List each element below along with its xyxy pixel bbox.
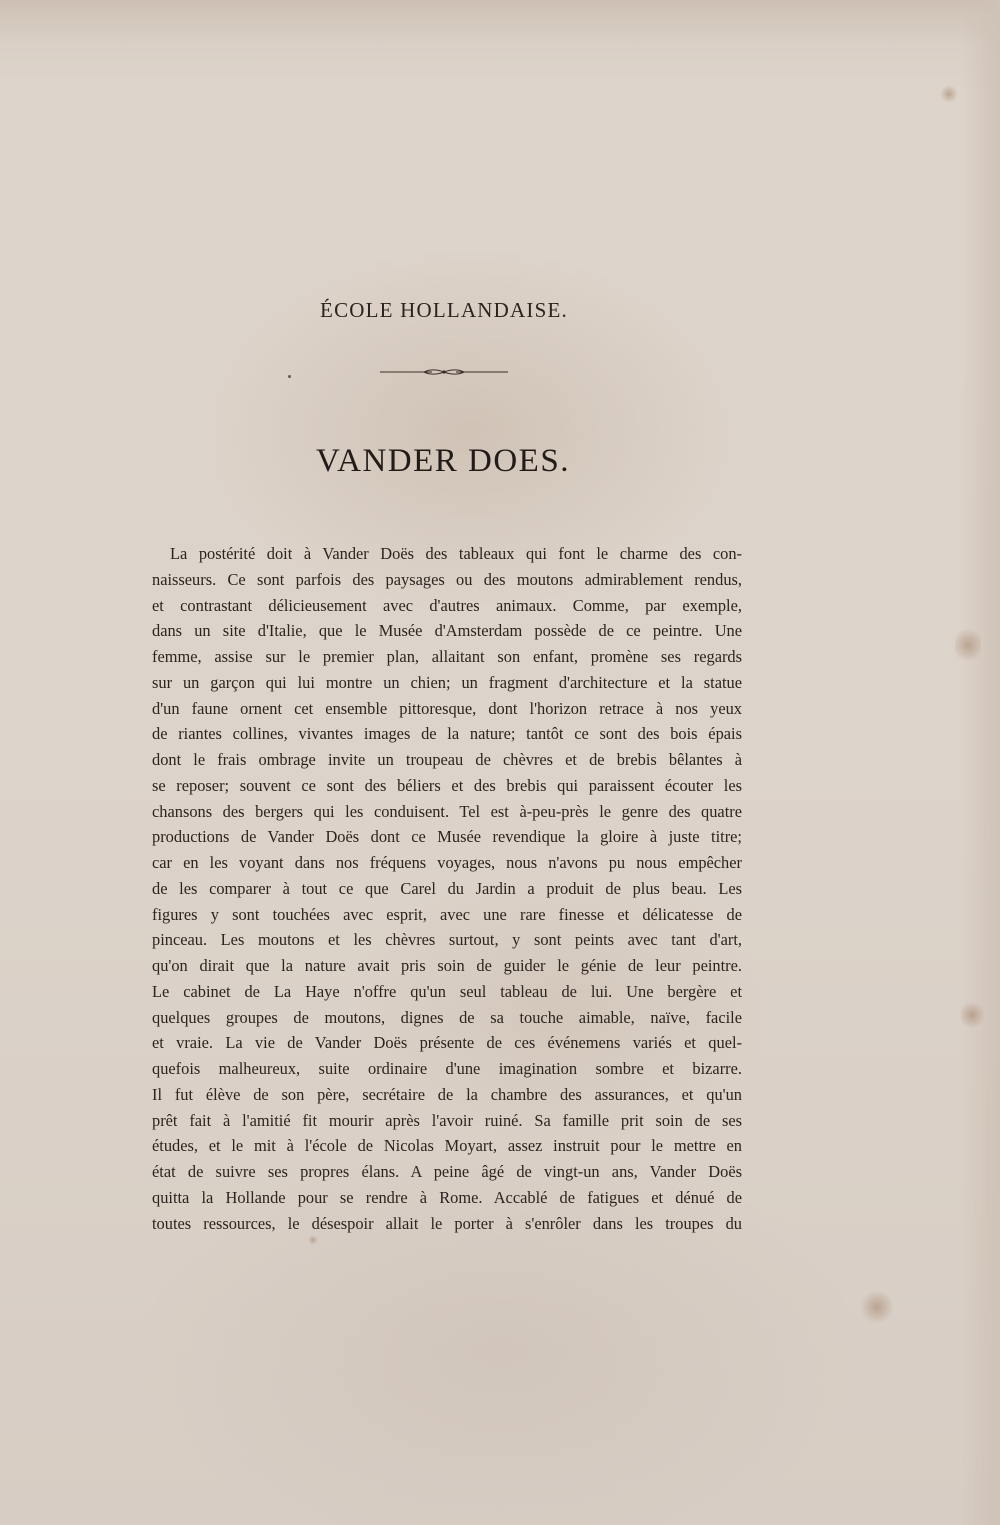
text-line: figures y sont touchées avec esprit, avec une rare finesse et délicatesse de <box>152 904 742 924</box>
text-line: quefois malheureux, suite ordinaire d'une imagination sombre et bizarre. <box>152 1059 742 1078</box>
school-heading: ÉCOLE HOLLANDAISE. <box>320 298 568 322</box>
body-paragraph <box>152 541 742 1236</box>
text-line: dont le frais ombrage invite un troupeau de chèvres et de brebis bêlantes à <box>152 750 742 769</box>
text-line: quitta la Hollande pour se rendre à Rome. Accablé de fatigues et dénué de <box>152 1187 742 1207</box>
text-line: sur un garçon qui lui montre un chien; un fragment d'architecture et la statue <box>152 672 742 692</box>
text-line: de les comparer à tout ce que Carel du Jardin a produit de plus beau. Les <box>152 878 742 898</box>
text-line: dans un site d'Italie, que le Musée d'Amsterdam possède de ce peintre. Une <box>152 621 742 641</box>
text-line: qu'on dirait que la nature avait pris soin de guider le génie de leur peintre. <box>152 956 742 975</box>
text-line: de riantes collines, vivantes images de la nature; tantôt ce sont des bois épais <box>152 724 742 744</box>
foxing-spot <box>960 1000 984 1030</box>
text-line: état de suivre ses propres élans. A peine âgé de vingt-un ans, Vander Doës <box>152 1162 742 1181</box>
text-line: études, et le mit à l'école de Nicolas Moyart, assez instruit pour le mettre en <box>152 1136 742 1156</box>
text-line: se reposer; souvent ce sont des béliers et des brebis qui paraissent écouter les <box>152 775 742 795</box>
foxing-spot <box>940 85 958 103</box>
text-line: quelques groupes de moutons, dignes de sa touche aimable, naïve, facile <box>152 1007 742 1027</box>
text-line: chansons des bergers qui les conduisent. Tel est à-peu-près le genre des quatre <box>152 801 742 821</box>
stray-ink-dot <box>288 375 291 378</box>
text-line: Il fut élève de son père, secrétaire de la chambre des assurances, et qu'un <box>152 1084 742 1104</box>
page-top-edge <box>0 0 1000 44</box>
page-right-edge <box>960 0 1000 1525</box>
ornamental-divider <box>380 366 508 378</box>
text-line: toutes ressources, le désespoir allait le porter à s'enrôler dans les troupes du <box>152 1213 742 1233</box>
text-line: car en les voyant dans nos fréquens voyages, nous n'avons pu nous empêcher <box>152 853 742 872</box>
text-line: La postérité doit à Vander Doës des tableaux qui font le charme des con- <box>170 544 742 563</box>
text-line: prêt fait à l'amitié fit mourir après l'avoir ruiné. Sa famille prit soin de ses <box>152 1110 742 1130</box>
text-line: Le cabinet de La Haye n'offre qu'un seul tableau de lui. Une bergère et <box>152 981 742 1001</box>
text-line: naisseurs. Ce sont parfois des paysages ou des moutons admirablement rendus, <box>152 569 742 589</box>
text-line: pinceau. Les moutons et les chèvres surtout, y sont peints avec tant d'art, <box>152 930 742 950</box>
text-line: femme, assise sur le premier plan, allaitant son enfant, promène ses regards <box>152 647 742 666</box>
text-line: d'un faune ornent cet ensemble pittoresque, dont l'horizon retrace à nos yeux <box>152 698 742 718</box>
foxing-spot <box>860 1290 894 1324</box>
foxing-spot <box>955 625 981 665</box>
text-line: productions de Vander Doës dont ce Musée revendique la gloire à juste titre; <box>152 827 742 847</box>
text-line: et contrastant délicieusement avec d'autres animaux. Comme, par exemple, <box>152 595 742 615</box>
artist-heading: VANDER DOES. <box>316 443 570 479</box>
text-line: et vraie. La vie de Vander Doës présente de ces événemens variés et quel- <box>152 1033 742 1053</box>
foxing-spot <box>308 1235 318 1245</box>
